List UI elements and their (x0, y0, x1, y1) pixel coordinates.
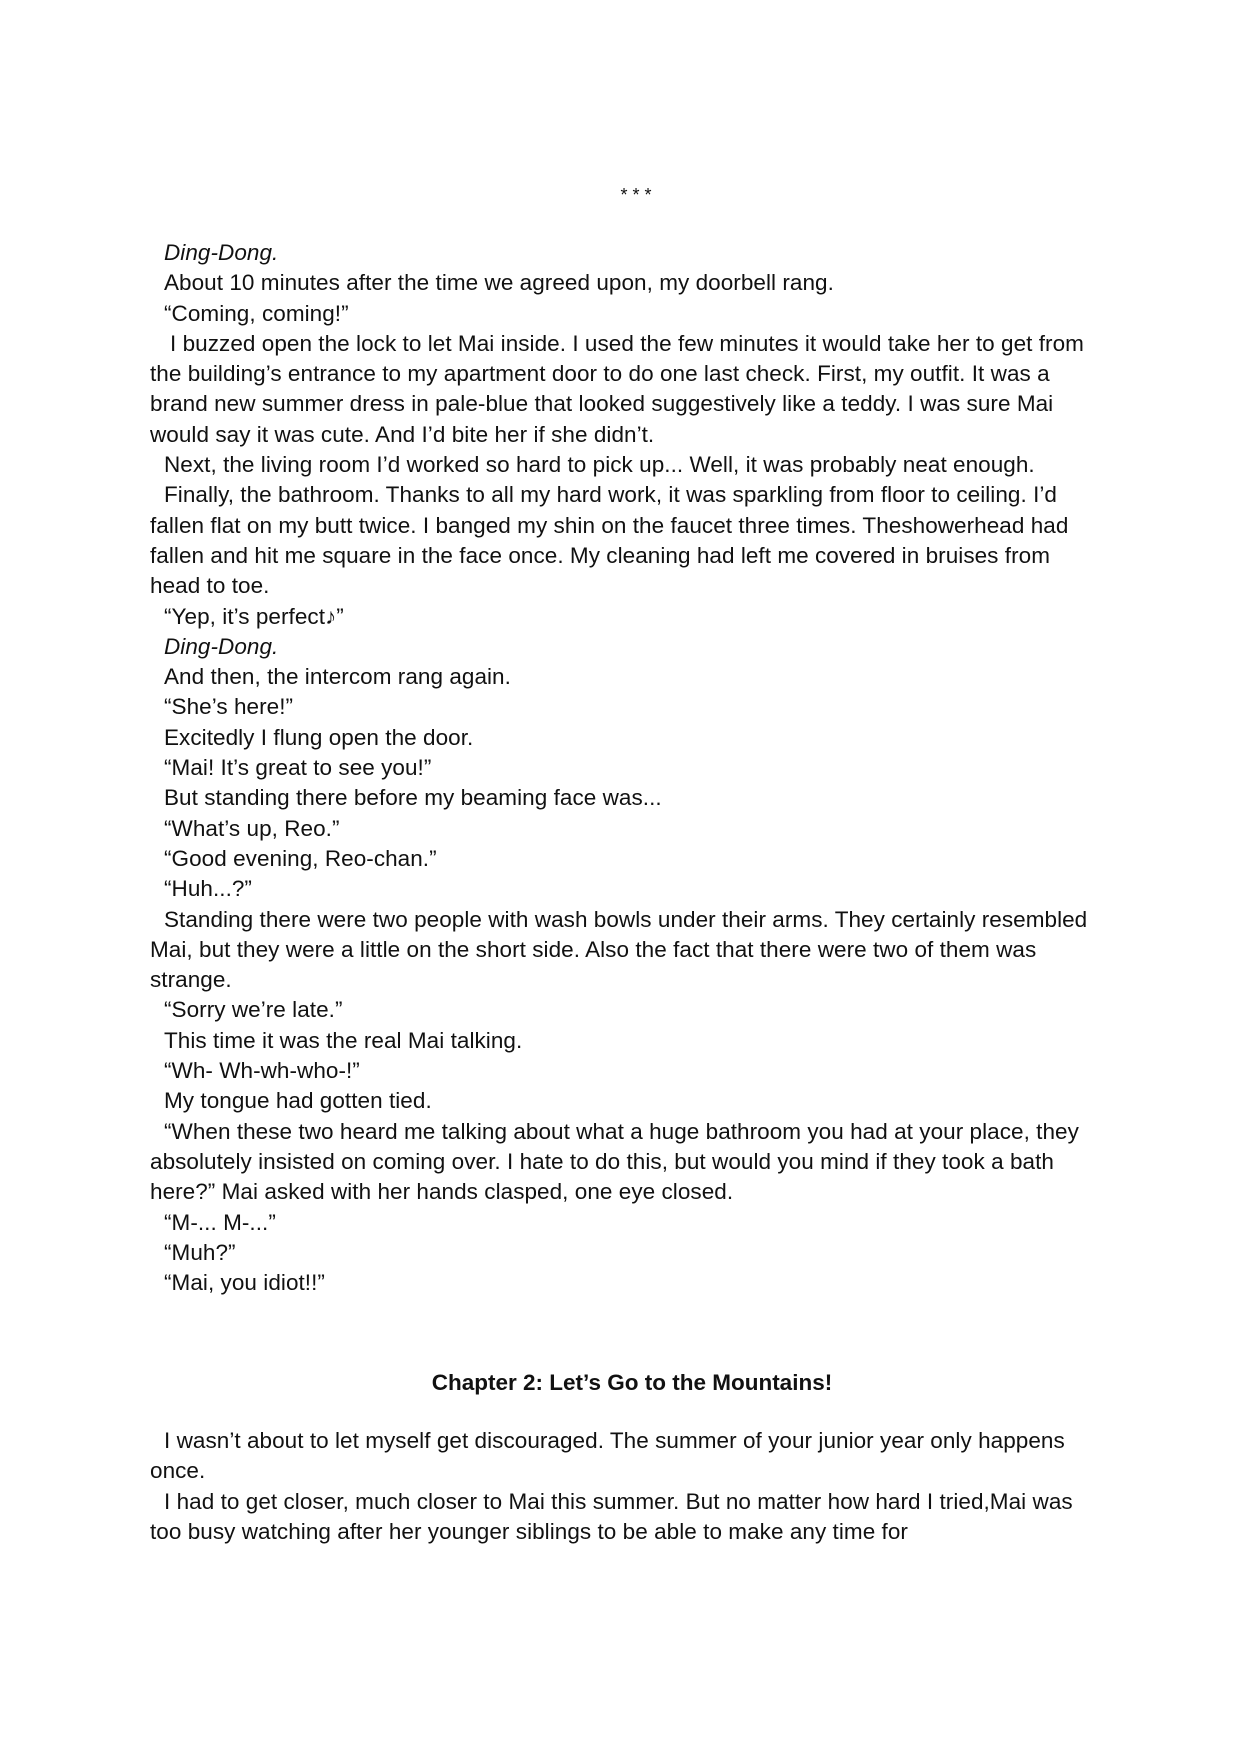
paragraph: My tongue had gotten tied. (164, 1088, 432, 1114)
paragraph: “Mai! It’s great to see you!” (164, 755, 432, 781)
paragraph: “Mai, you idiot!!” (164, 1270, 325, 1296)
paragraph: About 10 minutes after the time we agreed upon, my doorbell rang. (164, 270, 834, 296)
paragraph: Ding-Dong. (164, 240, 279, 265)
paragraph: “Sorry we’re late.” (164, 997, 343, 1023)
paragraph: I had to get closer, much closer to Mai this summer. But no matter how hard I tried,Mai was too busy watching after her younger siblings to be able to make any time for (150, 1488, 1073, 1544)
paragraph: Ding-Dong. (164, 633, 279, 659)
paragraph: But standing there before my beaming face was... (164, 785, 662, 811)
paragraph: “When these two heard me talking about what a huge bathroom you had at your place, they absolutely insisted on coming over. I hate to do this, but would you mind if they took a bath here?” Mai asked with her hands clasped, one eye closed. (150, 1118, 1079, 1205)
paragraph: “Huh...?” (164, 876, 252, 902)
paragraph: “What’s up, Reo.” (164, 815, 340, 841)
paragraph: “Good evening, Reo-chan.” (164, 845, 437, 871)
paragraph: I wasn’t about to let myself get discouraged. The summer of your junior year only happens once. (150, 1428, 1065, 1484)
paragraph: “Muh?” (164, 1239, 236, 1265)
paragraph: Next, the living room I’d worked so hard to pick up... Well, it was probably neat enough. (164, 452, 1035, 478)
paragraph: Excitedly I flung open the door. (164, 724, 474, 750)
paragraph: This time it was the real Mai talking. (164, 1027, 523, 1053)
paragraph: Finally, the bathroom. Thanks to all my hard work, it was sparkling from floor to ceiling. I’d fallen flat on my butt twice. I banged my shin on the faucet three times. Theshowerhead had fallen and hit me square in the face once. My cleaning had left me covered in bruises from head to toe. (150, 482, 1069, 599)
paragraph: “M-... M-...” (164, 1209, 276, 1235)
paragraph: “Yep, it’s perfect♪” (164, 603, 344, 629)
paragraph: Standing there were two people with wash bowls under their arms. They certainly resembled Mai, but they were a little on the short side. Also the fact that there were two of them was strange. (150, 906, 1088, 993)
paragraph: “Wh- Wh-wh-who-!” (164, 1058, 360, 1084)
section-1-text (150, 238, 1100, 1298)
paragraph: I buzzed open the lock to let Mai inside. I used the few minutes it would take her to get from the building’s entrance to my apartment door to do one last check. First, my outfit. It was a brand new summer dress in pale-blue that looked suggestively like a teddy. I was sure Mai would say it was cute. And I’d bite her if she didn’t. (150, 330, 1084, 447)
chapter-heading: Chapter 2: Let’s Go to the Mountains! (431, 1370, 833, 1395)
paragraph: “She’s here!” (164, 694, 294, 720)
scene-break: * * * (620, 185, 652, 205)
paragraph: And then, the intercom rang again. (164, 664, 511, 690)
section-2-text (150, 1426, 1100, 1547)
paragraph: “Coming, coming!” (164, 300, 349, 326)
